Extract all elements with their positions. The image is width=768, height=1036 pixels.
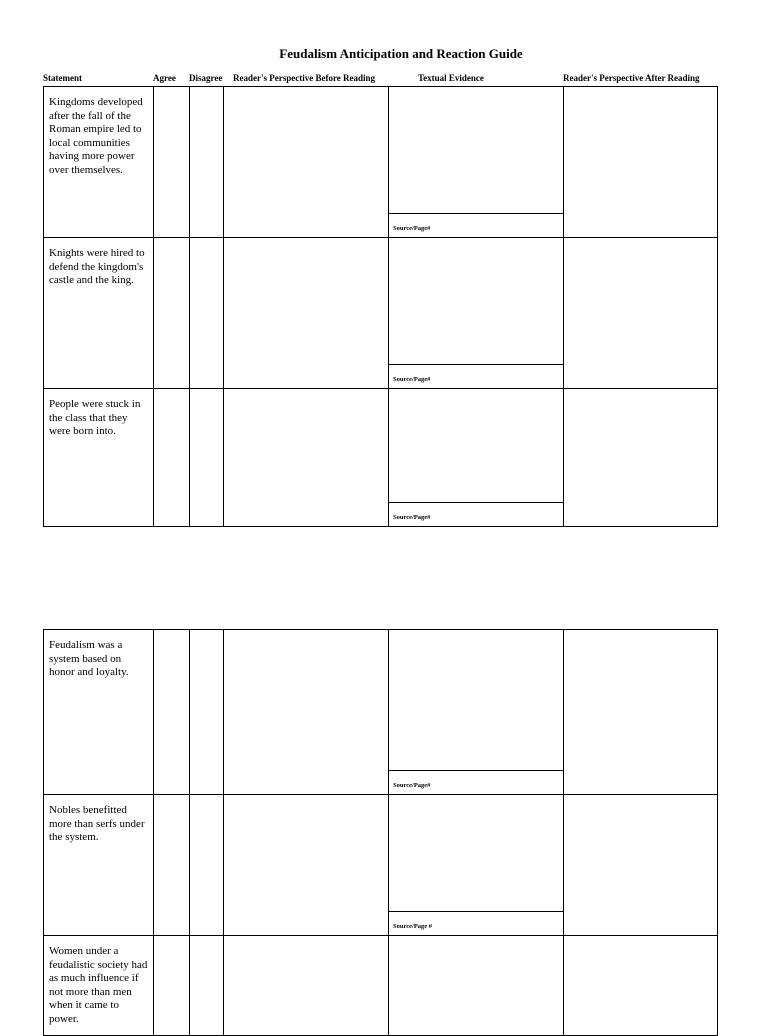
textual-evidence-cell[interactable]: [389, 389, 564, 527]
after-reading-cell[interactable]: [564, 238, 718, 389]
before-reading-cell[interactable]: [224, 87, 389, 238]
agree-cell[interactable]: [154, 87, 190, 238]
statement-cell: Knights were hired to defend the kingdom's castle and the king.: [44, 238, 154, 389]
table-row: [44, 936, 718, 1036]
agree-cell[interactable]: [154, 795, 190, 936]
header-perspective-before: [233, 73, 375, 83]
after-reading-cell[interactable]: [564, 389, 718, 527]
disagree-cell[interactable]: [190, 936, 224, 1036]
table-row: [44, 238, 718, 389]
statement-cell: People were stuck in the class that they were born into.: [44, 389, 154, 527]
header-agree: Agree: [153, 73, 176, 83]
textual-evidence-cell[interactable]: [389, 795, 564, 936]
statement-cell: Nobles benefitted more than serfs under the system.: [44, 795, 154, 936]
source-page-field: Source/Page #: [389, 911, 563, 935]
after-reading-cell[interactable]: [564, 630, 718, 795]
after-reading-cell[interactable]: [564, 87, 718, 238]
guide-table-1: [43, 86, 718, 527]
header-perspective-after: [563, 73, 700, 83]
statement-cell: Women under a feudalistic society had as much influence if not more than men when it came to power.: [44, 936, 154, 1036]
agree-cell[interactable]: [154, 389, 190, 527]
statement-cell: Feudalism was a system based on honor and loyalty.: [44, 630, 154, 795]
after-reading-cell[interactable]: [564, 936, 718, 1036]
before-reading-cell[interactable]: [224, 936, 389, 1036]
before-reading-cell[interactable]: [224, 630, 389, 795]
table-row: [44, 389, 718, 527]
agree-cell[interactable]: [154, 936, 190, 1036]
header-before-reader: Reader: [233, 73, 261, 83]
statement-cell: Kingdoms developed after the fall of the Roman empire led to local communities having more power over themselves.: [44, 87, 154, 238]
table-row: [44, 630, 718, 795]
source-page-field: Source/Page#: [389, 770, 563, 794]
header-textual-evidence: Textual Evidence: [418, 73, 484, 83]
disagree-cell[interactable]: [190, 795, 224, 936]
disagree-cell[interactable]: [190, 389, 224, 527]
agree-cell[interactable]: [154, 630, 190, 795]
textual-evidence-cell[interactable]: [389, 238, 564, 389]
before-reading-cell[interactable]: [224, 795, 389, 936]
before-reading-cell[interactable]: [224, 238, 389, 389]
textual-evidence-cell[interactable]: [389, 936, 564, 1036]
source-page-field: Source/Page#: [389, 213, 563, 237]
header-after-reader: Reader: [563, 73, 591, 83]
header-after-rest: 's Perspective After Reading: [591, 73, 700, 83]
after-reading-cell[interactable]: [564, 795, 718, 936]
textual-evidence-cell[interactable]: [389, 87, 564, 238]
header-disagree: Disagree: [189, 73, 223, 83]
header-statement: Statement: [43, 73, 82, 83]
document-title: Feudalism Anticipation and Reaction Guide: [279, 46, 523, 61]
textual-evidence-cell[interactable]: [389, 630, 564, 795]
guide-table-2: [43, 629, 718, 1036]
disagree-cell[interactable]: [190, 87, 224, 238]
before-reading-cell[interactable]: [224, 389, 389, 527]
agree-cell[interactable]: [154, 238, 190, 389]
disagree-cell[interactable]: [190, 630, 224, 795]
disagree-cell[interactable]: [190, 238, 224, 389]
source-page-field: Source/Page#: [389, 364, 563, 388]
table-row: [44, 795, 718, 936]
header-before-rest: 's Perspective Before Reading: [261, 73, 376, 83]
table-row: [44, 87, 718, 238]
source-page-field: Source/Page#: [389, 502, 563, 526]
